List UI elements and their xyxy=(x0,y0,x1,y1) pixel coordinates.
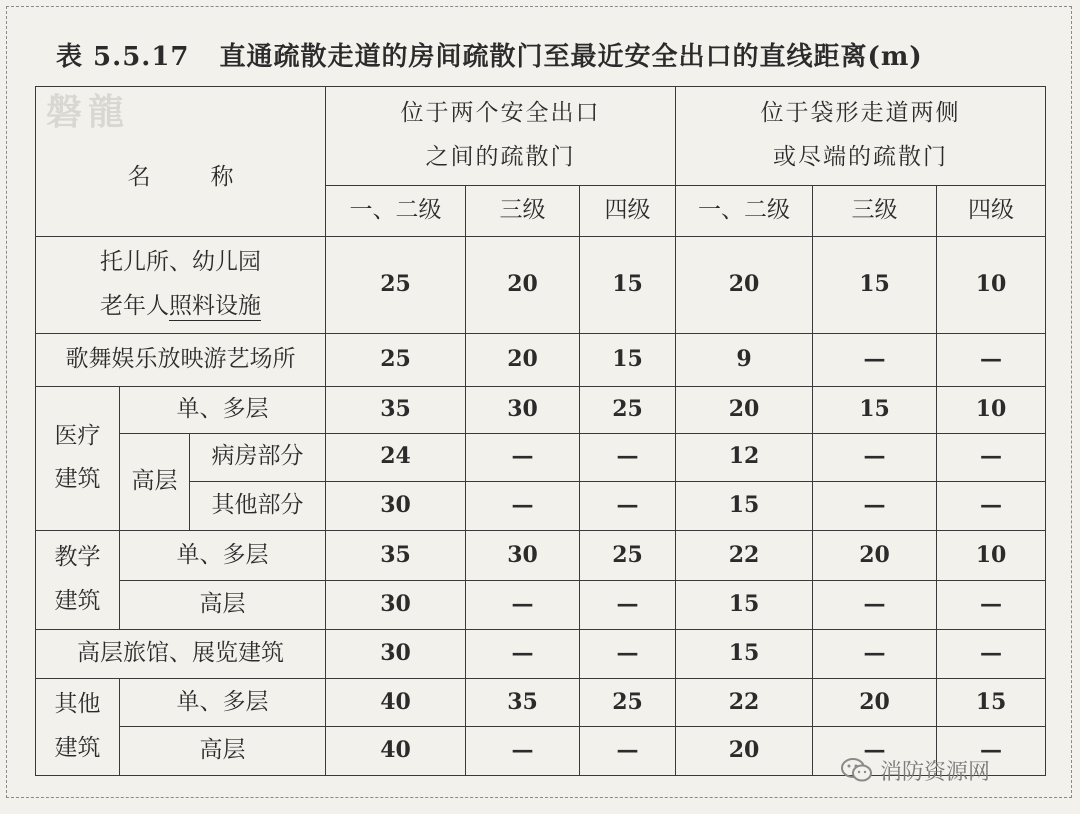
table-row xyxy=(36,530,1046,581)
group-header-dead-end xyxy=(676,87,1046,186)
value-cell: 30 xyxy=(466,386,580,433)
value-cell: — xyxy=(466,630,580,679)
kindergarten-label-line-2: 老年人 xyxy=(100,293,170,320)
value-cell: 25 xyxy=(580,386,676,433)
group-header-1-line-1: 位于两个安全出口 xyxy=(400,100,601,127)
teaching-label-line-2: 建筑 xyxy=(54,587,101,614)
row-label-medical-ward: 病房部分 xyxy=(190,433,326,482)
row-label-others-high: 高层 xyxy=(120,727,326,776)
others-label-line-1: 其他 xyxy=(54,691,101,718)
group-header-2-line-1: 位于袋形走道两侧 xyxy=(760,100,961,127)
value-cell: 10 xyxy=(937,386,1046,433)
value-cell: 30 xyxy=(326,482,466,531)
value-cell: 25 xyxy=(580,530,676,581)
name-header xyxy=(36,87,326,237)
value-cell: 20 xyxy=(813,678,937,727)
source-name: 消防资源网 xyxy=(880,759,991,785)
table-number: 表 5.5.17 xyxy=(56,42,190,72)
value-cell: — xyxy=(813,581,937,630)
wechat-icon xyxy=(840,757,874,783)
value-cell: — xyxy=(813,482,937,531)
value-cell: 20 xyxy=(676,236,813,333)
value-cell: — xyxy=(937,727,1046,776)
row-label-teaching-high: 高层 xyxy=(120,581,326,630)
row-label-medical-other: 其他部分 xyxy=(190,482,326,531)
value-cell: 10 xyxy=(937,530,1046,581)
row-group-medical xyxy=(36,386,120,530)
row-group-others xyxy=(36,678,120,775)
value-cell: — xyxy=(813,727,937,776)
value-cell: 35 xyxy=(326,386,466,433)
others-label-line-2: 建筑 xyxy=(54,734,101,761)
value-cell: 10 xyxy=(937,236,1046,333)
value-cell: 30 xyxy=(326,630,466,679)
row-label-others-single: 单、多层 xyxy=(120,678,326,727)
value-cell: 20 xyxy=(466,334,580,387)
value-cell: 35 xyxy=(466,678,580,727)
grade-header: 四级 xyxy=(937,186,1046,237)
value-cell: 15 xyxy=(580,334,676,387)
table-row xyxy=(36,386,1046,433)
medical-label-line-2: 建筑 xyxy=(54,466,101,493)
medical-label-line-1: 医疗 xyxy=(54,422,101,449)
grade-header: 三级 xyxy=(466,186,580,237)
value-cell: 15 xyxy=(813,386,937,433)
value-cell: 25 xyxy=(326,334,466,387)
value-cell: 20 xyxy=(676,386,813,433)
row-group-teaching xyxy=(36,530,120,629)
table-title-text: 直通疏散走道的房间疏散门至最近安全出口的直线距离(m) xyxy=(219,42,923,72)
value-cell: 22 xyxy=(676,530,813,581)
grade-header: 三级 xyxy=(813,186,937,237)
value-cell: — xyxy=(466,482,580,531)
value-cell: 15 xyxy=(676,581,813,630)
value-cell: — xyxy=(466,581,580,630)
value-cell: 15 xyxy=(813,236,937,333)
kindergarten-label-line-1: 托儿所、幼儿园 xyxy=(100,249,262,276)
source-watermark xyxy=(840,752,990,788)
distance-table xyxy=(35,86,1046,776)
name-header-char-1: 名 xyxy=(127,163,151,190)
value-cell: — xyxy=(466,433,580,482)
table-row xyxy=(36,678,1046,727)
value-cell: 20 xyxy=(676,727,813,776)
value-cell: — xyxy=(813,334,937,387)
table-row xyxy=(36,581,1046,630)
value-cell: 15 xyxy=(580,236,676,333)
value-cell: — xyxy=(580,581,676,630)
value-cell: 20 xyxy=(813,530,937,581)
row-label-medical-high: 高层 xyxy=(120,433,190,530)
value-cell: 15 xyxy=(937,678,1046,727)
teaching-label-line-1: 教学 xyxy=(54,544,101,571)
value-cell: 9 xyxy=(676,334,813,387)
value-cell: 40 xyxy=(326,727,466,776)
value-cell: — xyxy=(937,433,1046,482)
value-cell: 30 xyxy=(466,530,580,581)
value-cell: — xyxy=(466,727,580,776)
value-cell: 40 xyxy=(326,678,466,727)
value-cell: 24 xyxy=(326,433,466,482)
name-header-char-2: 称 xyxy=(210,163,234,190)
kindergarten-label-underlined: 照料设施 xyxy=(169,293,262,320)
value-cell: 35 xyxy=(326,530,466,581)
value-cell: 25 xyxy=(326,236,466,333)
table-title xyxy=(56,36,1036,76)
row-label-kindergarten xyxy=(36,236,326,333)
value-cell: — xyxy=(937,581,1046,630)
value-cell: 12 xyxy=(676,433,813,482)
table-row xyxy=(36,630,1046,679)
value-cell: — xyxy=(937,482,1046,531)
table-row xyxy=(36,334,1046,387)
watermark-logo: 磐龍 xyxy=(46,91,131,133)
value-cell: 30 xyxy=(326,581,466,630)
value-cell: — xyxy=(580,727,676,776)
row-label-entertainment: 歌舞娱乐放映游艺场所 xyxy=(36,334,326,387)
header-row-1 xyxy=(36,87,1046,186)
group-header-2-line-2: 或尽端的疏散门 xyxy=(773,144,949,171)
table-row xyxy=(36,433,1046,482)
value-cell: — xyxy=(813,433,937,482)
value-cell: — xyxy=(580,630,676,679)
row-label-medical-single: 单、多层 xyxy=(120,386,326,433)
value-cell: — xyxy=(813,630,937,679)
group-header-1-line-2: 之间的疏散门 xyxy=(425,144,576,171)
grade-header: 四级 xyxy=(580,186,676,237)
row-label-hotel: 高层旅馆、展览建筑 xyxy=(36,630,326,679)
grade-header: 一、二级 xyxy=(676,186,813,237)
value-cell: — xyxy=(937,334,1046,387)
value-cell: — xyxy=(580,482,676,531)
grade-header: 一、二级 xyxy=(326,186,466,237)
row-label-teaching-single: 单、多层 xyxy=(120,530,326,581)
value-cell: 15 xyxy=(676,630,813,679)
group-header-between-exits xyxy=(326,87,676,186)
value-cell: 20 xyxy=(466,236,580,333)
value-cell: 25 xyxy=(580,678,676,727)
value-cell: 15 xyxy=(676,482,813,531)
value-cell: — xyxy=(937,630,1046,679)
value-cell: 22 xyxy=(676,678,813,727)
table-row xyxy=(36,236,1046,333)
value-cell: — xyxy=(580,433,676,482)
